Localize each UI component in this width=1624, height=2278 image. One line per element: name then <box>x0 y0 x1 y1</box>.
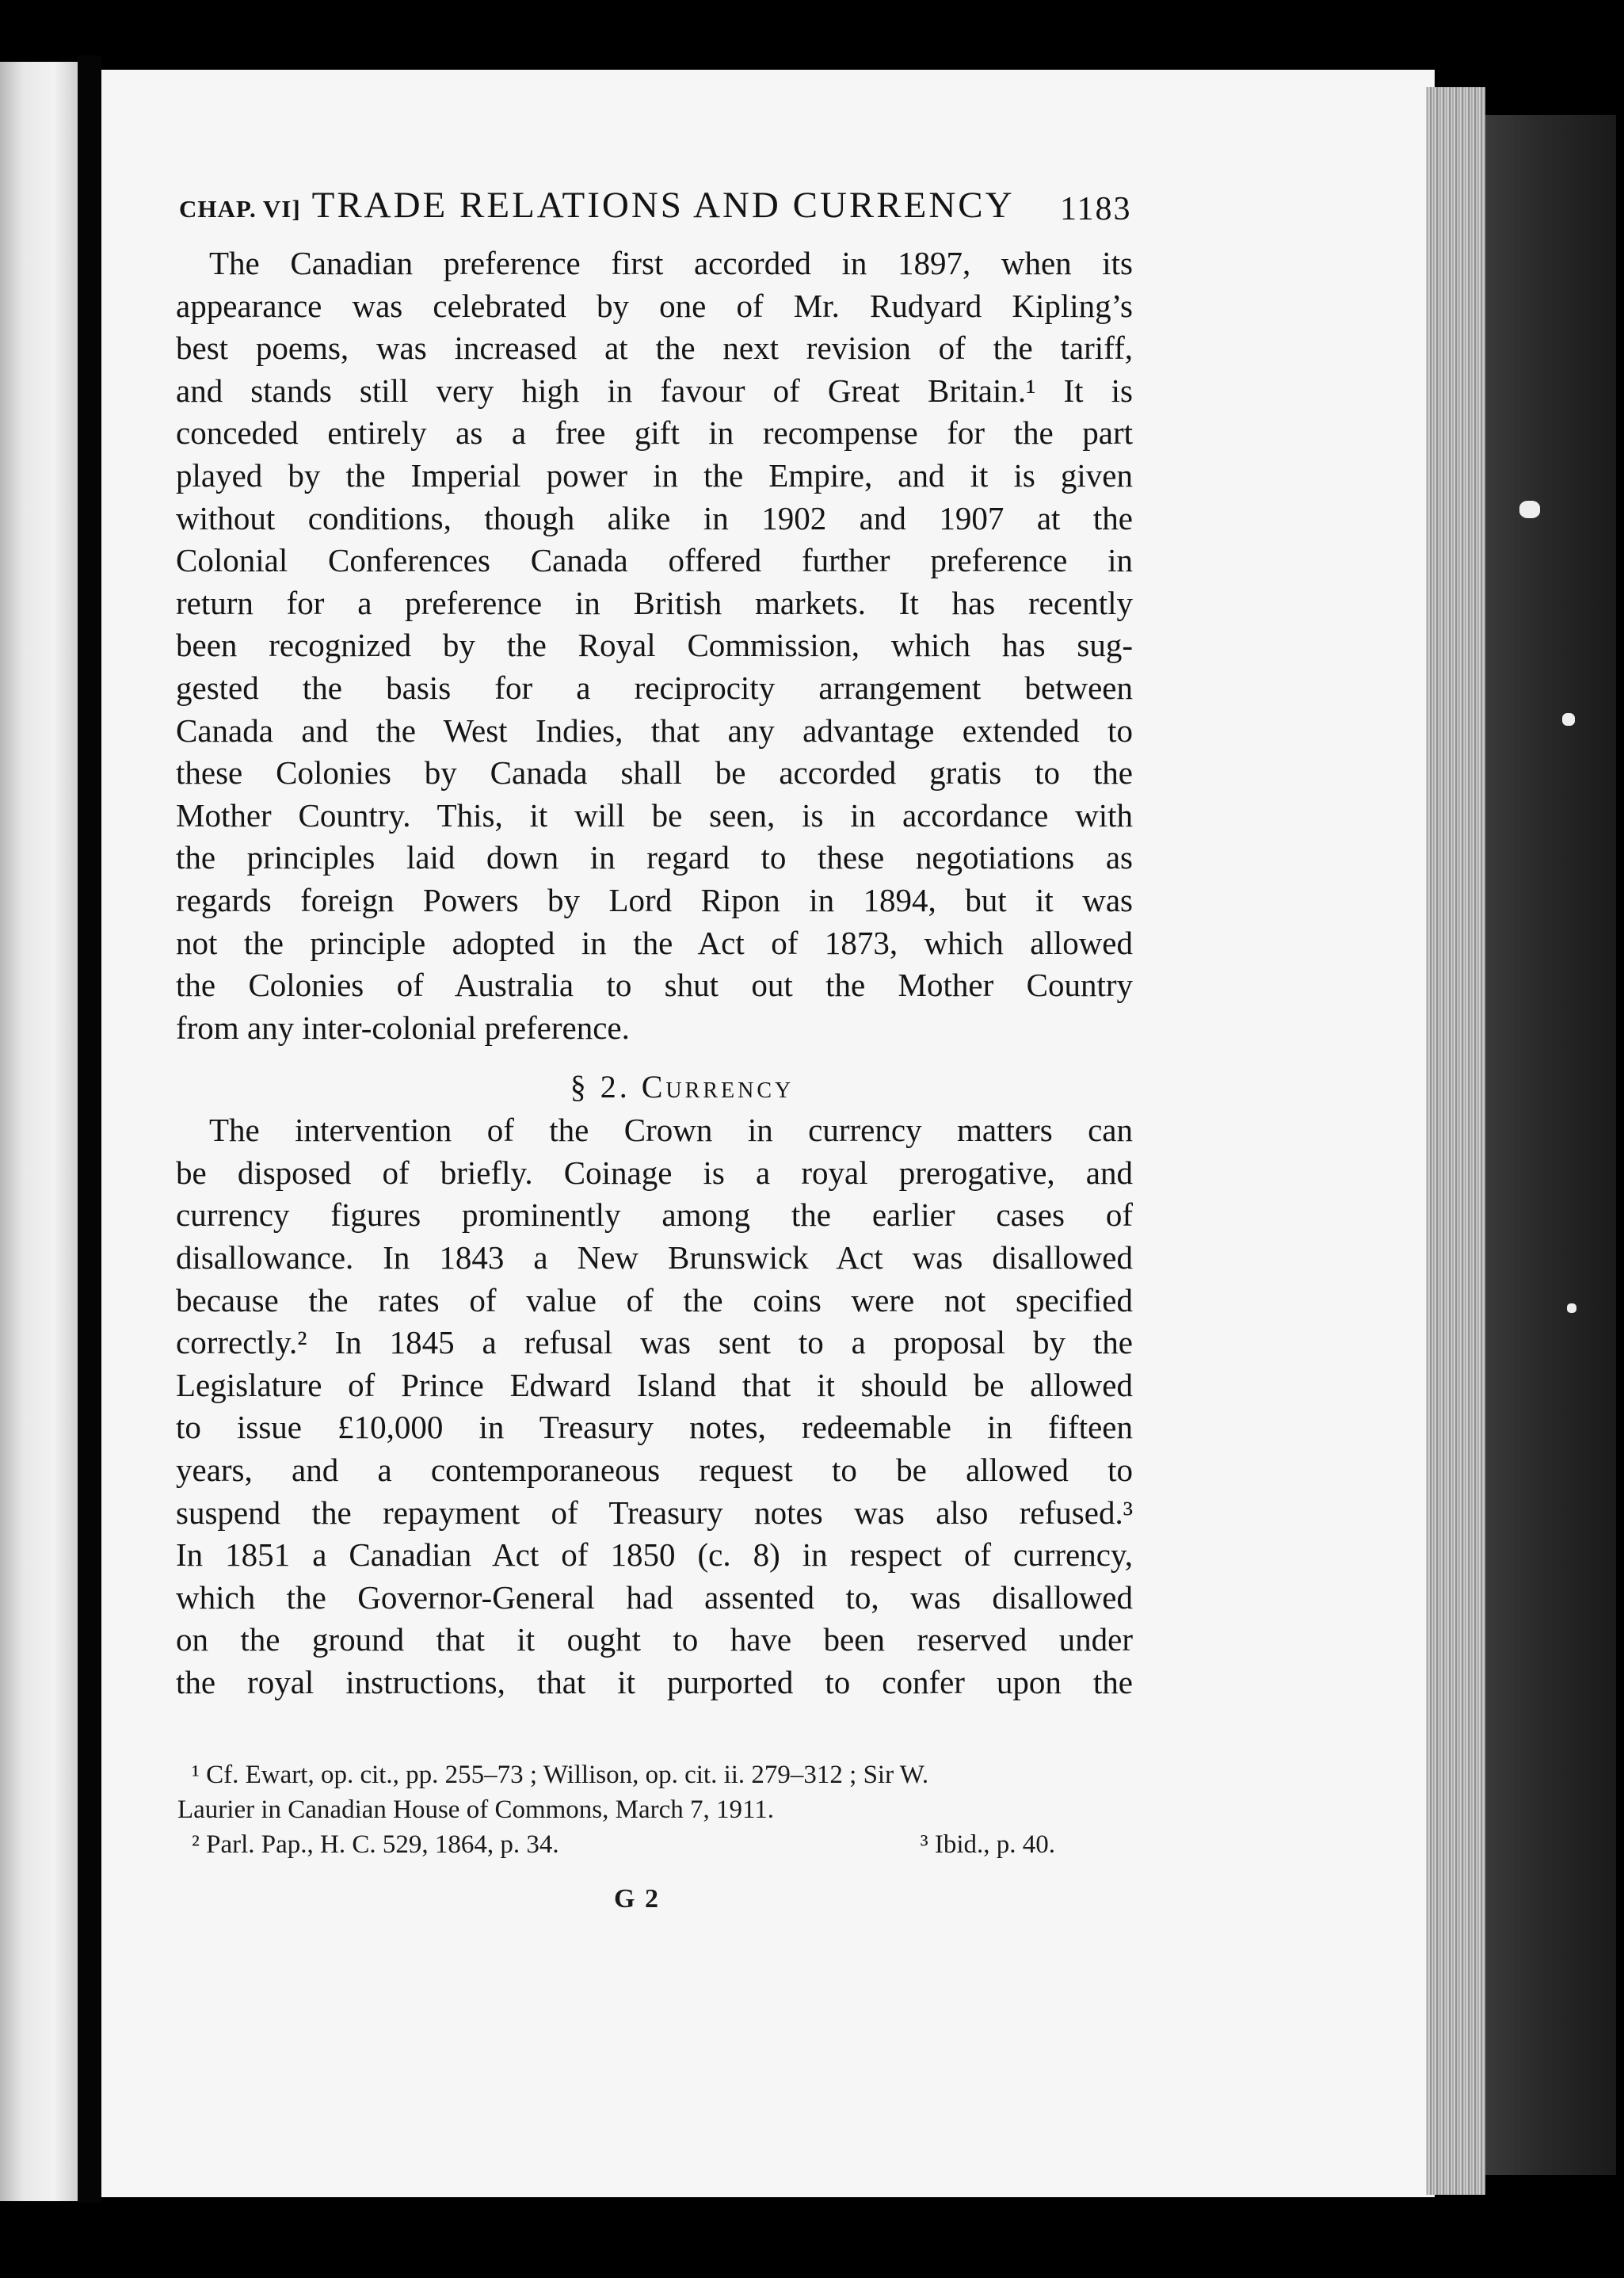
footnote-1-continued: Laurier in Canadian House of Commons, March 7, 1911. <box>177 1795 775 1824</box>
page-stack-edge <box>1426 87 1485 2195</box>
text-line: Canada and the West Indies, that any advantage extended to <box>176 712 1133 749</box>
text-line: years, and a contemporaneous request to be allowed to <box>176 1452 1133 1489</box>
text-line: been recognized by the Royal Commission, which has sug- <box>176 627 1133 664</box>
binding-speck <box>1562 713 1575 726</box>
previous-page-edge <box>0 62 78 2201</box>
book-binding <box>1485 115 1616 2175</box>
section-title: Currency <box>641 1069 795 1105</box>
text-line: The intervention of the Crown in currency matters can <box>209 1112 1133 1149</box>
text-line: the Colonies of Australia to shut out the Mother Country <box>176 967 1133 1004</box>
text-line: the principles laid down in regard to these negotiations as <box>176 839 1133 876</box>
footnote-1: ¹ Cf. Ewart, op. cit., pp. 255–73 ; Willison, op. cit. ii. 279–312 ; Sir W. <box>192 1761 929 1789</box>
header-title: TRADE RELATIONS AND CURRENCY <box>311 185 1015 226</box>
binding-speck <box>1567 1303 1576 1313</box>
footnotes <box>177 1757 1134 1862</box>
running-header <box>179 184 1138 227</box>
text-line: In 1851 a Canadian Act of 1850 (c. 8) in respect of currency, <box>176 1536 1133 1574</box>
text-line: The Canadian preference first accorded in 1897, when its <box>209 245 1133 281</box>
text-line: these Colonies by Canada shall be accorded gratis to the <box>176 754 1133 792</box>
page-number: 1183 <box>1060 191 1132 227</box>
chapter-label: CHAP. VI] <box>179 195 301 223</box>
text-line: the royal instructions, that it purported to confer upon the <box>176 1664 1133 1700</box>
text-line: not the principle adopted in the Act of 1873, which allowed <box>176 924 1133 961</box>
text-line: without conditions, though alike in 1902 and 1907 at the <box>176 499 1133 536</box>
text-line: disallowance. In 1843 a New Brunswick Act was disallowed <box>176 1239 1133 1276</box>
text-line: because the rates of value of the coins were not specified <box>176 1281 1133 1318</box>
footnote-row <box>177 1827 1055 1862</box>
text-line: gested the basis for a reciprocity arrangement between <box>176 669 1133 706</box>
text-line: Mother Country. This, it will be seen, is in accordance with <box>176 796 1133 834</box>
binding-speck <box>1519 501 1540 518</box>
text-line: suspend the repayment of Treasury notes was also refused.³ <box>176 1494 1133 1531</box>
text-line: best poems, was increased at the next revision of the tariff, <box>176 330 1133 367</box>
book-gutter <box>78 55 101 2203</box>
text-line: return for a preference in British markets. It has recently <box>176 584 1133 621</box>
section-heading <box>176 1049 1133 1105</box>
text-line: appearance was celebrated by one of Mr. Rudyard Kipling’s <box>176 287 1133 324</box>
text-line: from any inter-colonial preference. <box>176 1009 630 1046</box>
text-line: Colonial Conferences Canada offered further preference in <box>176 542 1133 579</box>
text-line: regards foreign Powers by Lord Ripon in 1894, but it was <box>176 881 1133 918</box>
text-line: on the ground that it ought to have been reserved under <box>176 1621 1133 1658</box>
text-line: which the Governor-General had assented to, was disallowed <box>176 1578 1133 1616</box>
text-line: conceded entirely as a free gift in recompense for the part <box>176 414 1133 452</box>
text-line: currency figures prominently among the earlier cases of <box>176 1196 1133 1234</box>
footnote-3: ³ Ibid., p. 40. <box>920 1830 1055 1859</box>
text-line: correctly.² In 1845 a refusal was sent to a proposal by the <box>176 1324 1133 1361</box>
text-line: to issue £10,000 in Treasury notes, redeemable in fifteen <box>176 1409 1133 1446</box>
section-number: § 2. <box>570 1069 631 1105</box>
printer-signature: G 2 <box>614 1884 660 1914</box>
footnote-2: ² Parl. Pap., H. C. 529, 1864, p. 34. <box>192 1830 559 1859</box>
text-line: be disposed of briefly. Coinage is a royal prerogative, and <box>176 1154 1133 1191</box>
text-line: Legislature of Prince Edward Island that it should be allowed <box>176 1366 1133 1403</box>
main-text <box>176 242 1133 1704</box>
text-line: played by the Imperial power in the Empire, and it is given <box>176 456 1133 494</box>
text-line: and stands still very high in favour of Great Britain.¹ It is <box>176 372 1133 409</box>
